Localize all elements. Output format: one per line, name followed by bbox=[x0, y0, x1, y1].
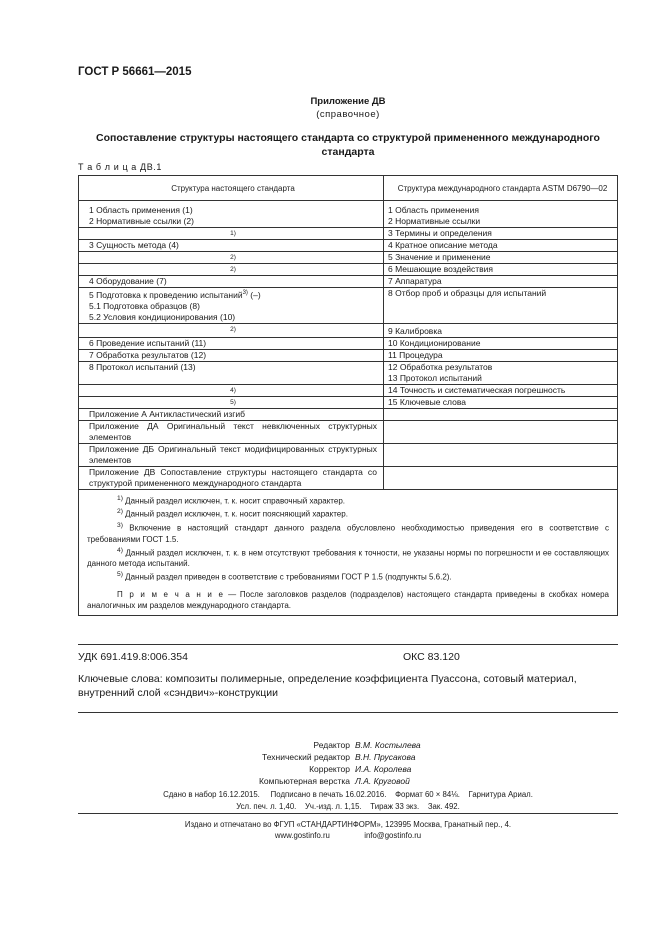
table-notes bbox=[79, 489, 618, 615]
right-item: 15 Ключевые слова bbox=[384, 396, 618, 408]
footnote-4: $^{4)}$ Данный раздел исключен, т. к. в нем отсутствуют требования к точности, не указаны нормы по погрешности и ее составляющих данного метода испытаний. bbox=[87, 546, 609, 569]
table-row bbox=[79, 337, 618, 349]
col-header-left: Структура настоящего стандарта bbox=[79, 176, 384, 201]
table-header-row bbox=[79, 176, 618, 201]
table-row bbox=[79, 276, 618, 288]
table-row bbox=[79, 323, 618, 337]
table-row bbox=[79, 384, 618, 396]
credit-corrector: Корректор И.А. Королева bbox=[309, 764, 412, 774]
credit-tech-editor: Технический редактор В.Н. Прусакова bbox=[262, 752, 416, 762]
left-item: 5 Подготовка к проведению испытаний$^{3)}$ (–) bbox=[89, 289, 261, 300]
credits bbox=[170, 739, 470, 787]
email-link[interactable]: info@gostinfo.ru bbox=[364, 831, 422, 840]
right-item: 14 Точность и систематическая погрешность bbox=[384, 384, 618, 396]
table-row bbox=[79, 252, 618, 264]
credit-layout: Компьютерная верстка Л.А. Круговой bbox=[258, 776, 410, 786]
imprint-line-1: Сдано в набор 16.12.2015. Подписано в печать 16.02.2016. Формат 60 × 84⅛. Гарнитура Ариал. bbox=[163, 790, 533, 799]
footnote-mark: 2) bbox=[230, 266, 236, 273]
section-title-line-1: Сопоставление структуры настоящего стандарта со структурой примененного международного bbox=[96, 132, 600, 144]
left-item: 6 Проведение испытаний (11) bbox=[79, 337, 384, 349]
table-notes-row bbox=[79, 489, 618, 615]
left-item: 3 Сущность метода (4) bbox=[79, 240, 384, 252]
right-item: 1 Область применения bbox=[388, 205, 479, 215]
udk-code: УДК 691.419.8:006.354 bbox=[78, 651, 188, 663]
table-row bbox=[79, 420, 618, 443]
right-item: 2 Нормативные ссылки bbox=[388, 216, 481, 226]
left-item: Приложение ДБ Оригинальный текст модифицированных структурных элементов bbox=[79, 443, 384, 466]
left-item: 2 Нормативные ссылки (2) bbox=[89, 216, 194, 226]
right-item: 9 Калибровка bbox=[384, 323, 618, 337]
footnote-5: $^{5)}$ Данный раздел приведен в соответствие с требованиями ГОСТ Р 1.5 (подпункты 5.6.2). bbox=[117, 571, 452, 583]
divider bbox=[78, 813, 618, 814]
footnote-mark: 5) bbox=[230, 398, 236, 406]
table-caption: Т а б л и ц а ДВ.1 bbox=[78, 162, 163, 172]
right-item: 8 Отбор проб и образцы для испытаний bbox=[384, 288, 618, 324]
left-item: 1 Область применения (1) bbox=[89, 205, 193, 215]
appendix-subtitle: (справочное) bbox=[316, 109, 380, 120]
right-item: 13 Протокол испытаний bbox=[388, 372, 482, 383]
table-row bbox=[79, 288, 618, 324]
appendix-title: Приложение ДВ bbox=[310, 96, 386, 107]
keywords: Ключевые слова: композиты полимерные, определение коэффициента Пуассона, сотовый материал, внутренний слой «сэндвич»-конструкции bbox=[78, 673, 577, 699]
col-header-right: Структура международного стандарта ASTM D6790—02 bbox=[384, 176, 618, 201]
credit-editor: Редактор В.М. Костылева bbox=[313, 740, 421, 750]
right-item: 7 Аппаратура bbox=[384, 276, 618, 288]
right-item: 11 Процедура bbox=[384, 349, 618, 361]
left-item: 4 Оборудование (7) bbox=[79, 276, 384, 288]
footnote-3: $^{3)}$ Включение в настоящий стандарт данного раздела обусловлено необходимостью приведения его в соответствие с требованиями ГОСТ 1.5. bbox=[87, 522, 609, 544]
table-row bbox=[79, 443, 618, 466]
divider bbox=[78, 644, 618, 645]
comparison-table bbox=[78, 175, 618, 616]
table-row bbox=[79, 349, 618, 361]
footnote-mark: 4) bbox=[230, 386, 236, 394]
table-row bbox=[79, 228, 618, 240]
table-row bbox=[79, 240, 618, 252]
right-item: 12 Обработка результатов bbox=[388, 361, 493, 372]
imprint-line-2: Усл. печ. л. 1,40. Уч.-изд. л. 1,15. Тираж 33 экз. Зак. 492. bbox=[236, 802, 460, 811]
oks-code: ОКС 83.120 bbox=[403, 651, 460, 663]
doc-code: ГОСТ Р 56661—2015 bbox=[78, 66, 192, 78]
right-item: 3 Термины и определения bbox=[384, 228, 618, 240]
left-item: 7 Обработка результатов (12) bbox=[79, 349, 384, 361]
table-row bbox=[79, 408, 618, 420]
section-title-line-2: стандарта bbox=[321, 146, 375, 158]
footnote-mark: 2) bbox=[230, 254, 236, 261]
right-item: 4 Кратное описание метода bbox=[384, 240, 618, 252]
table-row bbox=[79, 264, 618, 276]
table-row bbox=[79, 201, 618, 228]
left-item: Приложение ДА Оригинальный текст невключенных структурных элементов bbox=[79, 420, 384, 443]
table-row bbox=[79, 466, 618, 489]
section-title bbox=[78, 131, 618, 159]
publisher-contacts bbox=[78, 831, 618, 840]
right-item: 5 Значение и применение bbox=[384, 252, 618, 264]
left-item: 8 Протокол испытаний (13) bbox=[79, 361, 384, 384]
publisher-line: Издано и отпечатано во ФГУП «СТАНДАРТИНФОРМ», 123995 Москва, Гранатный пер., 4. bbox=[184, 820, 512, 829]
divider bbox=[78, 712, 618, 713]
footnote-2: $^{2)}$ Данный раздел исключен, т. к. носит поясняющий характер. bbox=[117, 508, 348, 520]
footnote-1: $^{1)}$ Данный раздел исключен, т. к. носит справочный характер. bbox=[117, 494, 345, 506]
website-link[interactable]: www.gostinfo.ru bbox=[274, 831, 330, 840]
table-remark: П р и м е ч а н и е — После заголовков разделов (подразделов) настоящего стандарта приведены в скобках номера аналогичных им разделов международного стандарта. bbox=[87, 590, 609, 611]
table-row bbox=[79, 396, 618, 408]
left-item: 5.1 Подготовка образцов (8) bbox=[89, 300, 200, 311]
footnote-mark: 2) bbox=[230, 325, 236, 333]
right-item: 6 Мешающие воздействия bbox=[384, 264, 618, 276]
left-item: Приложение ДВ Сопоставление структуры настоящего стандарта со структурой примененного международного стандарта bbox=[79, 466, 384, 489]
table-row bbox=[79, 361, 618, 384]
footnote-mark: 1) bbox=[230, 230, 236, 237]
left-item: 5.2 Условия кондиционирования (10) bbox=[89, 311, 236, 322]
left-item: Приложение А Антикластический изгиб bbox=[79, 408, 384, 420]
right-item: 10 Кондиционирование bbox=[384, 337, 618, 349]
